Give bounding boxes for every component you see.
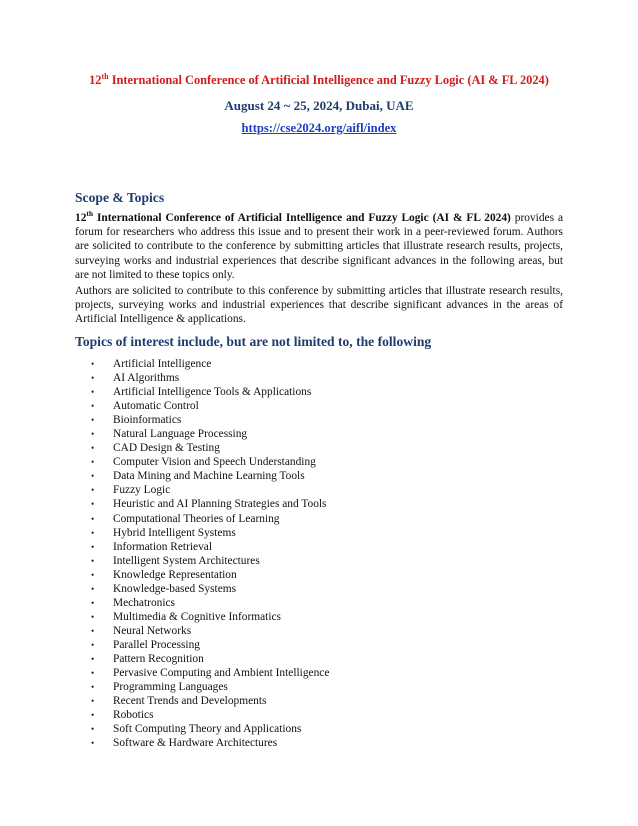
bullet-icon: • xyxy=(91,724,95,735)
topic-item xyxy=(75,441,563,455)
topic-label: Natural Language Processing xyxy=(113,428,248,441)
topic-item xyxy=(75,540,563,554)
title-number: 12 xyxy=(89,73,102,87)
topic-item xyxy=(75,385,563,399)
scope-p1-ordinal: th xyxy=(86,209,94,219)
topic-item xyxy=(75,554,563,568)
topic-label: Computer Vision and Speech Understanding xyxy=(113,456,316,469)
topic-item xyxy=(75,568,563,582)
scope-paragraph-1 xyxy=(75,211,563,282)
topic-item xyxy=(75,427,563,441)
bullet-icon: • xyxy=(91,625,95,636)
topic-label: Artificial Intelligence Tools & Applications xyxy=(113,386,312,399)
topic-item xyxy=(75,596,563,610)
topic-label: Intelligent System Architectures xyxy=(113,554,260,567)
topic-item xyxy=(75,357,563,371)
bullet-icon: • xyxy=(91,471,95,482)
topic-label: Robotics xyxy=(113,709,154,722)
bullet-icon: • xyxy=(91,583,95,594)
scope-heading: Scope & Topics xyxy=(75,190,165,205)
topic-item xyxy=(75,371,563,385)
topic-item xyxy=(75,497,563,511)
bullet-icon: • xyxy=(91,597,95,608)
bullet-icon: • xyxy=(91,499,95,510)
topic-label: Automatic Control xyxy=(113,400,199,413)
topic-item xyxy=(75,483,563,497)
topic-label: Parallel Processing xyxy=(113,638,200,651)
topic-item xyxy=(75,624,563,638)
topic-item xyxy=(75,455,563,469)
topic-label: Recent Trends and Developments xyxy=(113,695,267,708)
topic-item xyxy=(75,469,563,483)
topic-item xyxy=(75,722,563,736)
topic-label: Bioinformatics xyxy=(113,414,182,427)
bullet-icon: • xyxy=(91,611,95,622)
topic-label: Software & Hardware Architectures xyxy=(113,737,278,750)
bullet-icon: • xyxy=(91,387,95,398)
bullet-icon: • xyxy=(91,443,95,454)
bullet-icon: • xyxy=(91,527,95,538)
topic-item xyxy=(75,512,563,526)
conference-link-line xyxy=(75,121,563,136)
topic-item xyxy=(75,413,563,427)
bullet-icon: • xyxy=(91,555,95,566)
topic-item xyxy=(75,582,563,596)
bullet-icon: • xyxy=(91,373,95,384)
bullet-icon: • xyxy=(91,668,95,679)
topic-item xyxy=(75,666,563,680)
topic-label: Artificial Intelligence xyxy=(113,358,212,370)
topic-item xyxy=(75,638,563,652)
topic-item xyxy=(75,652,563,666)
bullet-icon: • xyxy=(91,457,95,468)
topic-label: Fuzzy Logic xyxy=(113,484,171,497)
scope-paragraph-2: Authors are solicited to contribute to this conference by submitting articles that illustrate research results, projects, surveying works and industrial experiences that describe significant advances in the areas of Artificial Intelligence & applications. xyxy=(75,285,563,326)
topic-item xyxy=(75,736,563,750)
bullet-icon: • xyxy=(91,738,95,749)
scope-p1-bold-text: International Conference of Artificial Intelligence and Fuzzy Logic (AI & FL 2024) xyxy=(93,212,511,224)
topic-label: Neural Networks xyxy=(113,624,192,637)
topic-label: Mechatronics xyxy=(113,596,175,609)
bullet-icon: • xyxy=(91,639,95,650)
topic-label: AI Algorithms xyxy=(113,372,180,385)
scope-p1-text: provides a forum for researchers who address this issue and to present their work in a peer-reviewed forum. Authors are solicited to contribute to the conference by submitting articles that illustrate research results, projects, surveying works and industrial experiences that describe significant advances in the following areas, but are not limited to these topics only. xyxy=(75,212,563,281)
scope-p1-number: 12 xyxy=(75,212,87,224)
topic-label: Knowledge-based Systems xyxy=(113,582,237,595)
conference-date: August 24 ~ 25, 2024, Dubai, UAE xyxy=(224,98,414,113)
topic-label: Multimedia & Cognitive Informatics xyxy=(113,610,281,623)
bullet-icon: • xyxy=(91,682,95,693)
conference-title xyxy=(75,73,563,88)
topic-label: Knowledge Representation xyxy=(113,568,237,581)
topic-label: Soft Computing Theory and Applications xyxy=(113,723,302,736)
topic-item xyxy=(75,708,563,722)
topic-item xyxy=(75,399,563,413)
topic-label: Pervasive Computing and Ambient Intelligence xyxy=(113,667,330,680)
bullet-icon: • xyxy=(91,485,95,496)
topic-label: Information Retrieval xyxy=(113,540,213,553)
bullet-icon: • xyxy=(91,513,95,524)
bullet-icon: • xyxy=(91,401,95,412)
topic-label: Computational Theories of Learning xyxy=(113,512,280,525)
topic-label: Hybrid Intelligent Systems xyxy=(113,526,236,539)
topic-item xyxy=(75,526,563,540)
title-text: International Conference of Artificial Intelligence and Fuzzy Logic (AI & FL 2024) xyxy=(108,73,549,87)
topic-item xyxy=(75,694,563,708)
bullet-icon: • xyxy=(91,696,95,707)
bullet-icon: • xyxy=(91,541,95,552)
title-ordinal: th xyxy=(101,71,109,81)
bullet-icon: • xyxy=(91,653,95,664)
topics-heading: Topics of interest include, but are not limited to, the following xyxy=(75,334,432,349)
topic-item xyxy=(75,610,563,624)
scope-p1-bold xyxy=(75,209,511,224)
topic-label: Heuristic and AI Planning Strategies and Tools xyxy=(113,498,327,511)
bullet-icon: • xyxy=(91,359,95,369)
bullet-icon: • xyxy=(91,569,95,580)
topic-label: Programming Languages xyxy=(113,681,228,694)
topic-item xyxy=(75,680,563,694)
topic-label: Pattern Recognition xyxy=(113,652,204,665)
topics-list xyxy=(75,357,563,750)
conference-link[interactable]: https://cse2024.org/aifl/index xyxy=(241,121,397,135)
bullet-icon: • xyxy=(91,429,95,440)
bullet-icon: • xyxy=(91,415,95,426)
bullet-icon: • xyxy=(91,710,95,721)
topic-label: CAD Design & Testing xyxy=(113,442,220,455)
topic-label: Data Mining and Machine Learning Tools xyxy=(113,470,305,483)
